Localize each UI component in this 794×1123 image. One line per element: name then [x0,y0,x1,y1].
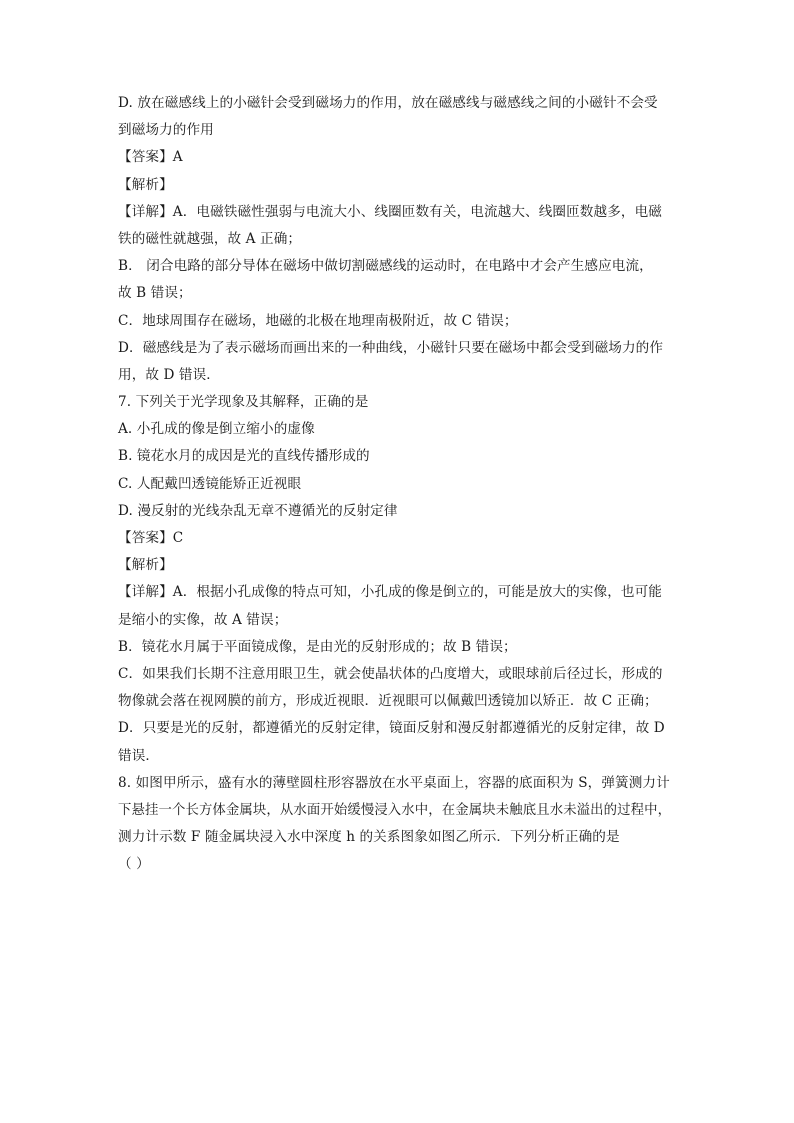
document-page [118,90,678,878]
question-8: 8. 如图甲所示，盛有水的薄壁圆柱形容器放在水平桌面上，容器的底面积为 S，弹簧测力计 [118,774,670,791]
text-line: 是缩小的实像，故 A 错误； [118,611,288,628]
text-line: D．只要是光的反射，都遵循光的反射定律，镜面反射和漫反射都遵循光的反射定律，故 D [118,720,665,737]
text-line: 到磁场力的作用 [118,122,214,139]
text-line: 测力计示数 F 随金属块浸入水中深度 h 的关系图象如图乙所示．下列分析正确的是 [118,829,620,846]
text-line: 【详解】A．电磁铁磁性强弱与电流大小、线圈匝数有关，电流越大、线圈匝数越多，电磁 [118,203,662,220]
text-line: 下悬挂一个长方体金属块，从水面开始缓慢浸入水中，在金属块未触底且水未溢出的过程中， [118,802,672,818]
text-line: 【详解】A．根据小孔成像的特点可知，小孔成的像是倒立的，可能是放大的实像，也可能 [118,584,662,601]
question-7: 7. 下列关于光学现象及其解释，正确的是 [118,394,369,411]
answer-label: 【答案】A [118,149,183,166]
analysis-label: 【解析】 [118,557,173,574]
option-a: A. 小孔成的像是倒立缩小的虚像 [118,421,315,438]
option-d: D. 漫反射的光线杂乱无章不遵循光的反射定律 [118,502,398,519]
text-line: 物像就会落在视网膜的前方，形成近视眼．近视眼可以佩戴凹透镜加以矫正．故 C 正确； [118,693,658,710]
option-c: C. 人配戴凹透镜能矫正近视眼 [118,475,302,492]
answer-label: 【答案】C [118,530,184,546]
option-b: B. 镜花水月的成因是光的直线传播形成的 [118,448,370,465]
analysis-label: 【解析】 [118,176,173,193]
text-line: 故 B 错误； [118,285,192,302]
text-line: B．镜花水月属于平面镜成像，是由光的反射形成的；故 B 错误； [118,638,517,655]
text-line: 用，故 D 错误． [118,366,221,383]
text-line: 错误． [118,747,160,764]
text-line: D．磁感线是为了表示磁场而画出来的一种曲线，小磁针只要在磁场中都会受到磁场力的作 [118,339,664,356]
answer-blank: （ ） [118,856,150,873]
text-line: B． 闭合电路的部分导体在磁场中做切割磁感线的运动时，在电路中才会产生感应电流， [118,258,653,275]
text-line: 铁的磁性就越强，故 A 正确； [118,230,302,247]
text-line: C．如果我们长期不注意用眼卫生，就会使晶状体的凸度增大，或眼球前后径过长，形成的 [118,665,663,682]
text-line: D. 放在磁感线上的小磁针会受到磁场力的作用，放在磁感线与磁感线之间的小磁针不会受 [118,95,658,111]
text-line: C．地球周围存在磁场，地磁的北极在地理南极附近，故 C 错误； [118,312,518,329]
